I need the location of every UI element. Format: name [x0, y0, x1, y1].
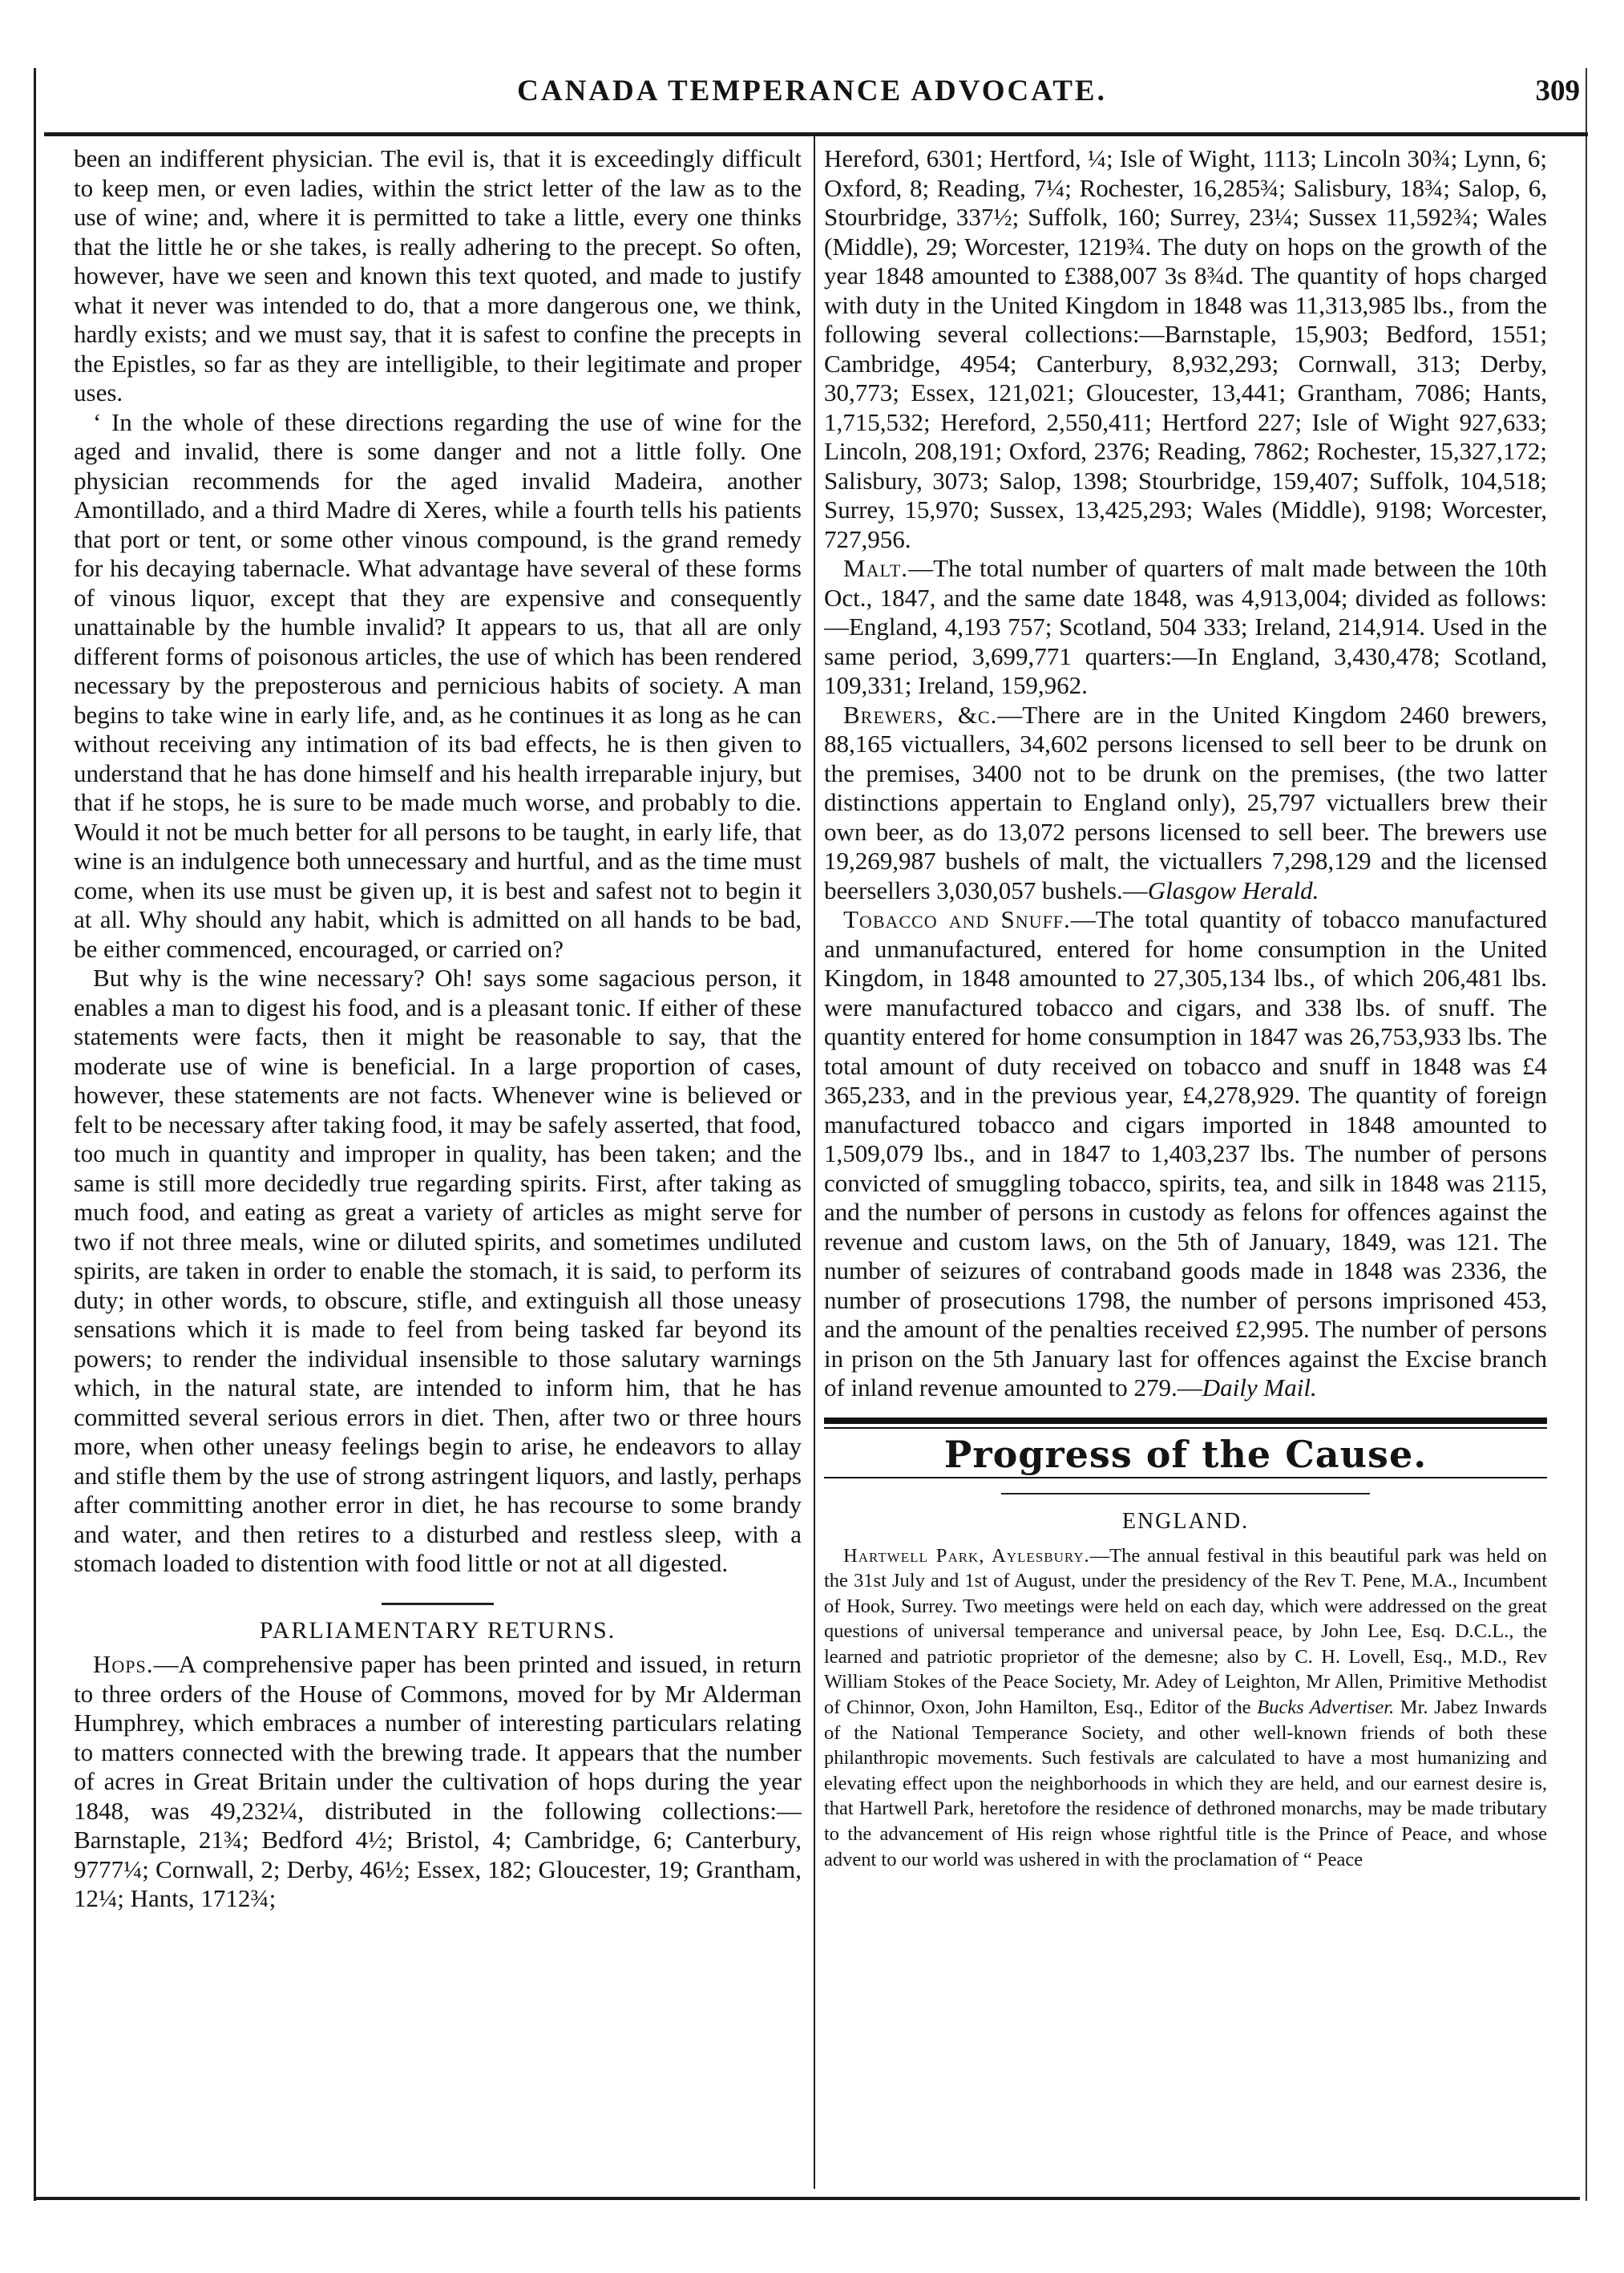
- paragraph-hops: [74, 1650, 802, 1914]
- paragraph: But why is the wine necessary? Oh! says some sagacious person, it enables a man to digest his food, and is a pleasant tonic. If either of these statements were facts, then it might be reasonable to say, that the moderate use of wine is beneficial. In a large proportion of cases, however, these statements are not facts. Whenever wine is believed or felt to be necessary after taking food, it may be safely asserted, that food, too much in quantity and improper in quality, has been taken; and the same is still more decidedly true regarding spirits. First, after taking as much food, and eating as great a variety of articles as might serve for two if not three meals, wine or diluted spirits, and sometimes undiluted spirits, are taken in order to enable the stomach, it is said, to perform its duty; in other words, to obscure, stifle, and extinguish all those uneasy sensations which it is made to feel from being tasked far beyond its powers; to render the individual insensible to those salutary warnings which, in the natural state, are intended to inform him, that he has committed several serious errors in diet. Then, after two or three hours more, when other uneasy feelings begin to arise, he endeavors to allay and stifle them by the use of strong astringent liquors, and lastly, perhaps after committing another error in diet, he has recourse to some brandy and water, and then retires to a disturbed and restless sleep, with a stomach loaded to distention with food little or not at all digested.: [74, 964, 802, 1577]
- column-divider: [814, 136, 815, 2189]
- section-heavy-rule: [824, 1418, 1547, 1424]
- subheading-england: ENGLAND.: [1121, 1509, 1250, 1534]
- right-column: [824, 144, 1547, 2193]
- section-heading-parliamentary-returns: PARLIAMENTARY RETURNS.: [259, 1616, 616, 1644]
- paragraph-text: —The total number of quarters of malt made between the 10th Oct., 1847, and the same date 1848, was 4,913,004; divided as follows:—England, 4,193 757; Scotland, 504 333; Ireland, 214,914. Used in the same period, 3,699,771 quarters:—In England, 3,430,478; Scotland, 109,331; Ireland, 159,962.: [824, 554, 1547, 699]
- paragraph-text: —The annual festival in this beautiful park was held on the 31st July and 1st of August, under the presidency of the Rev T. Pene, M.A., Incumbent of Hook, Surrey. Two meetings were held on each day, which were addressed on the great questions of universal temperance and universal peace, by John Lee, Esq. D.C.L., the learned and patriotic proprietor of the demesne; also by C. H. Lovell, Esq., M.D., Rev William Stokes of the Peace Society, Mr. Adey of Leighton, Mr Allen, Primitive Methodist of Chinnor, Oxon, John Hamilton, Esq., Editor of the: [824, 1544, 1547, 1719]
- run-in-heading: Tobacco and Snuff.: [843, 905, 1071, 933]
- paragraph-malt: [824, 554, 1547, 701]
- section-thin-rule: [824, 1477, 1547, 1478]
- short-divider: [1001, 1493, 1370, 1494]
- run-in-heading: Malt.: [843, 554, 909, 582]
- paragraph-text: —There are in the United Kingdom 2460 brewers, 88,165 victuallers, 34,602 persons licensed to sell beer to be drunk on the premises, 3400 not to be drunk on the premises, (the two latter distinctions appertain to England only), 25,797 victuallers brew their own beer, as do 13,072 persons licensed to sell beer. The brewers use 19,269,987 bushels of malt, the victuallers 7,298,129 and the licensed beersellers 3,030,057 bushels.—: [824, 700, 1547, 904]
- paragraph-text: —A comprehensive paper has been printed and issued, in return to three orders of the House of Commons, moved for by Mr Alderman Humphrey, which embraces a number of interesting particulars relating to matters connected with the brewing trade. It appears that the number of acres in Great Britain under the cultivation of hops during the year 1848, was 49,232¼, distributed in the following collections:—Barnstaple, 21¾; Bedford 4½; Bristol, 4; Cambridge, 6; Canterbury, 9777¼; Cornwall, 2; Derby, 46½; Essex, 182; Gloucester, 19; Grantham, 12¼; Hants, 1712¾;: [74, 1650, 802, 1912]
- section-divider: [382, 1603, 494, 1605]
- source-citation: Daily Mail.: [1202, 1373, 1317, 1401]
- footer-rule: [36, 2197, 1580, 2200]
- paragraph-hartwell-park: [824, 1543, 1547, 1873]
- page-border-right: [1586, 68, 1587, 2201]
- header-rule: [44, 132, 1588, 136]
- paragraph: ‘ In the whole of these directions regarding the use of wine for the aged and invalid, there is some danger and not a little folly. One physician recommends for the aged invalid Madeira, another Amontillado, and a third Madre di Xeres, while a fourth tells his patients that port or tent, or some other vinous compound, is the grand remedy for his decaying tabernacle. What advantage have several of these forms of vinous liquor, except that they are expensive and consequently unattainable by the humble invalid? It appears to us, that all are only different forms of poisonous articles, the use of which has been rendered necessary by the preposterous and pernicious habits of society. A man begins to take wine in early life, and, as he continues it as long as he can without receiving any intimation of its bad effects, he is then given to understand that he has done himself and his health irreparable injury, but that if he stops, he is sure to be made much worse, and probably to die. Would it not be much better for all persons to be taught, in early life, that wine is an indulgence both unnecessary and hurtful, and as the time must come, when its use must be given up, it is best and safest not to begin it at all. Why should any habit, which is admitted on all hands to be bad, be either commenced, encouraged, or carried on?: [74, 407, 802, 963]
- paragraph: Hereford, 6301; Hertford, ¼; Isle of Wight, 1113; Lincoln 30¾; Lynn, 6; Oxford, 8; Reading, 7¼; Rochester, 16,285¾; Salisbury, 18¾; Salop, 6, Stourbridge, 337½; Suffolk, 160; Surrey, 23¼; Sussex 11,592¾; Wales (Middle), 29; Worcester, 1219¾. The duty on hops on the growth of the year 1848 amounted to £388,007 3s 8¾d. The quantity of hops charged with duty in the United Kingdom in 1848 was 11,313,985 lbs., from the following several collections:—Barnstaple, 15,903; Bedford, 1551; Cambridge, 4954; Canterbury, 8,932,293; Cornwall, 313; Derby, 30,773; Essex, 121,021; Gloucester, 13,441; Grantham, 7086; Hants, 1,715,532; Hereford, 2,550,411; Hertford 227; Isle of Wight 927,633; Lincoln, 208,191; Oxford, 2376; Reading, 7862; Rochester, 15,327,172; Salisbury, 3073; Salop, 1398; Stourbridge, 159,407; Suffolk, 104,518; Surrey, 15,970; Sussex, 13,425,293; Wales (Middle), 9198; Worcester, 727,956.: [824, 144, 1547, 553]
- left-column: [74, 144, 802, 2193]
- page-header: [44, 74, 1580, 122]
- paragraph: been an indifferent physician. The evil is, that it is exceedingly difficult to keep men, or even ladies, within the strict letter of the law as to the use of wine; and, where it is permitted to take a little, every one thinks that the little he or she takes, is really adhering to the precept. So often, however, have we seen and known this text quoted, and made to justify what it never was intended to do, that a more dangerous one, we think, hardly exists; and we must say, that it is safest to confine the precepts in the Epistles, so far as they are intelligible, to their legitimate and proper uses.: [74, 144, 802, 406]
- run-in-heading: Hartwell Park, Aylesbury.: [843, 1544, 1090, 1567]
- section-heading-progress-of-the-cause: Progress of the Cause.: [943, 1432, 1428, 1476]
- section-thin-rule: [824, 1427, 1547, 1429]
- page-border-left: [34, 68, 36, 2201]
- paragraph-brewers: [824, 701, 1547, 906]
- source-citation: Glasgow Herald.: [1147, 876, 1319, 904]
- paragraph-tobacco: [824, 905, 1547, 1403]
- paragraph-text: —The total quantity of tobacco manufactured and unmanufactured, entered for home consumption in the United Kingdom, in 1848 amounted to 27,305,134 lbs., of which 206,481 lbs. were manufactured tobacco and cigars, and 338 lbs. of snuff. The quantity entered for home consumption in 1847 was 26,753,933 lbs. The total amount of duty received on tobacco and snuff in 1848 was £4 365,233, and in the previous year, £4,278,929. The quantity of foreign manufactured tobacco and cigars imported in 1848 amounted to 1,509,079 lbs., and in 1847 to 1,403,237 lbs. The number of persons convicted of smuggling tobacco, spirits, tea, and silk in 1848 was 2115, and the number of persons in custody as felons for offences against the revenue and custom laws, on the 5th of January, 1849, was 121. The number of seizures of contraband goods made in 1848 was 2336, the number of prosecutions 1798, the number of persons imprisoned 453, and the amount of the penalties received £2,995. The number of persons in prison on the 5th January last for offences against the Excise branch of inland revenue amounted to 279.—: [824, 905, 1547, 1401]
- running-title: CANADA TEMPERANCE ADVOCATE.: [517, 75, 1107, 107]
- page-number: 309: [1535, 75, 1580, 107]
- run-in-heading: Brewers, &c.: [843, 700, 998, 729]
- paragraph-text: Mr. Jabez Inwards of the National Temperance Society, and other well-known friends of both these philanthropic movements. Such festivals are calculated to have a most humanizing and elevating effect upon the neighborhoods in which they are held, and our earnest desire is, that Hartwell Park, heretofore the residence of dethroned monarchs, may be made tributary to the advancement of His reign whose rightful title is the Prince of Peace, and whose advent to our world was ushered in with the proclamation of “ Peace: [824, 1697, 1547, 1871]
- newspaper-title: Bucks Advertiser.: [1257, 1697, 1395, 1719]
- run-in-heading: Hops.: [93, 1650, 154, 1678]
